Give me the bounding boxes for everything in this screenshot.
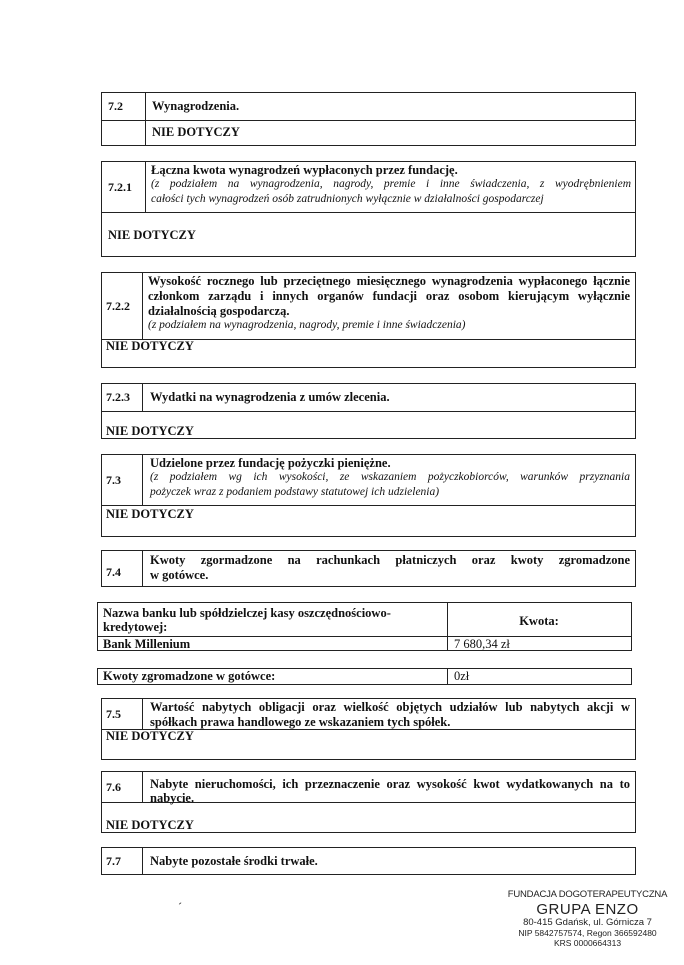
section-title: Łączna kwota wynagrodzeń wypłaconych przez fundację. xyxy=(151,163,458,177)
section-number: 7.2.2 xyxy=(106,299,130,313)
section-title: w gotówce. xyxy=(150,568,209,582)
section-title: członkom zarządu i innych organów fundacji oraz osobom kierującym wyłącznie xyxy=(148,289,630,303)
section-7-2-1 xyxy=(101,161,636,257)
section-7-3 xyxy=(101,454,636,537)
cash-table xyxy=(97,668,632,685)
section-number: 7.2.3 xyxy=(106,390,130,404)
section-7-2-2 xyxy=(101,272,636,368)
section-note: (z podziałem wg ich wysokości, ze wskazaniem pożyczkobiorców, warunków przyznania xyxy=(150,471,630,483)
section-title: Wydatki na wynagrodzenia z umów zlecenia. xyxy=(150,390,390,404)
status-text: NIE DOTYCZY xyxy=(106,507,194,521)
status-text: NIE DOTYCZY xyxy=(106,339,194,353)
cash-value: 0zł xyxy=(454,669,470,683)
stamp-line: KRS 0000664313 xyxy=(553,937,622,948)
bank-name-header: kredytowej: xyxy=(103,620,168,634)
amount-cell: 7 680,34 zł xyxy=(454,637,510,651)
section-title: nabycie. xyxy=(150,791,195,805)
bank-name-cell: Bank Millenium xyxy=(103,637,191,651)
amount-header: Kwota: xyxy=(519,614,559,628)
section-note: (z podziałem na wynagrodzenia, nagrody, premie i inne świadczenia) xyxy=(148,319,466,331)
stamp-name: GRUPA ENZO xyxy=(536,900,639,918)
section-title: Wynagrodzenia. xyxy=(152,99,240,113)
section-note: (z podziałem na wynagrodzenia, nagrody, premie i inne świadczenia, z wyodrębnieniem xyxy=(151,178,631,190)
status-text: NIE DOTYCZY xyxy=(108,228,196,242)
section-7-2 xyxy=(101,92,636,146)
stamp-line: NIP 5842757574, Regon 366592480 xyxy=(518,928,657,939)
stamp-line: FUNDACJA DOGOTERAPEUTYCZNA xyxy=(507,889,668,900)
section-title: Wartość nabytych obligacji oraz wielkość objętych udziałów lub nabytych akcji w xyxy=(150,700,630,714)
section-number: 7.3 xyxy=(106,473,121,487)
section-7-4 xyxy=(101,550,636,587)
section-7-5 xyxy=(101,698,636,760)
section-number: 7.6 xyxy=(106,780,121,794)
cash-label: Kwoty zgromadzone w gotówce: xyxy=(103,669,276,683)
section-title: Kwoty zgormadzone na rachunkach płatniczych oraz kwoty zgromadzone xyxy=(150,553,630,567)
foundation-stamp xyxy=(505,890,670,949)
section-title: spółkach prawa handlowego ze wskazaniem tych spółek. xyxy=(150,715,451,729)
section-title: Wysokość rocznego lub przeciętnego miesięcznego wynagrodzenia wypłaconego łącznie xyxy=(148,274,630,288)
section-title: Udzielone przez fundację pożyczki pieniężne. xyxy=(150,456,391,470)
section-note: całości tych wynagrodzeń osób zatrudnionych wyłącznie w działalności gospodarczej xyxy=(151,193,544,205)
status-text: NIE DOTYCZY xyxy=(106,729,194,743)
bank-accounts-table xyxy=(97,602,632,651)
section-7-2-3 xyxy=(101,383,636,439)
status-text: NIE DOTYCZY xyxy=(106,818,194,832)
stamp-line: 80-415 Gdańsk, ul. Górnicza 7 xyxy=(523,917,652,929)
section-title: Nabyte pozostałe środki trwałe. xyxy=(150,854,318,868)
section-number: 7.4 xyxy=(106,565,121,579)
section-note: pożyczek wraz z podaniem podstawy statutowej ich udzielenia) xyxy=(150,486,440,498)
section-7-7 xyxy=(101,847,636,875)
section-number: 7.2.1 xyxy=(108,180,132,194)
section-title: Nabyte nieruchomości, ich przeznaczenie oraz wysokość kwot wydatkowanych na to xyxy=(150,777,630,791)
section-number: 7.7 xyxy=(106,854,121,868)
stray-mark: ´ xyxy=(178,900,182,914)
section-number: 7.2 xyxy=(108,99,123,113)
status-text: NIE DOTYCZY xyxy=(106,424,194,438)
section-title: działalnością gospodarczą. xyxy=(148,304,290,318)
section-7-6 xyxy=(101,771,636,833)
bank-name-header: Nazwa banku lub spółdzielczej kasy oszczędnościowo- xyxy=(103,606,391,620)
status-text: NIE DOTYCZY xyxy=(152,125,240,139)
section-number: 7.5 xyxy=(106,707,121,721)
